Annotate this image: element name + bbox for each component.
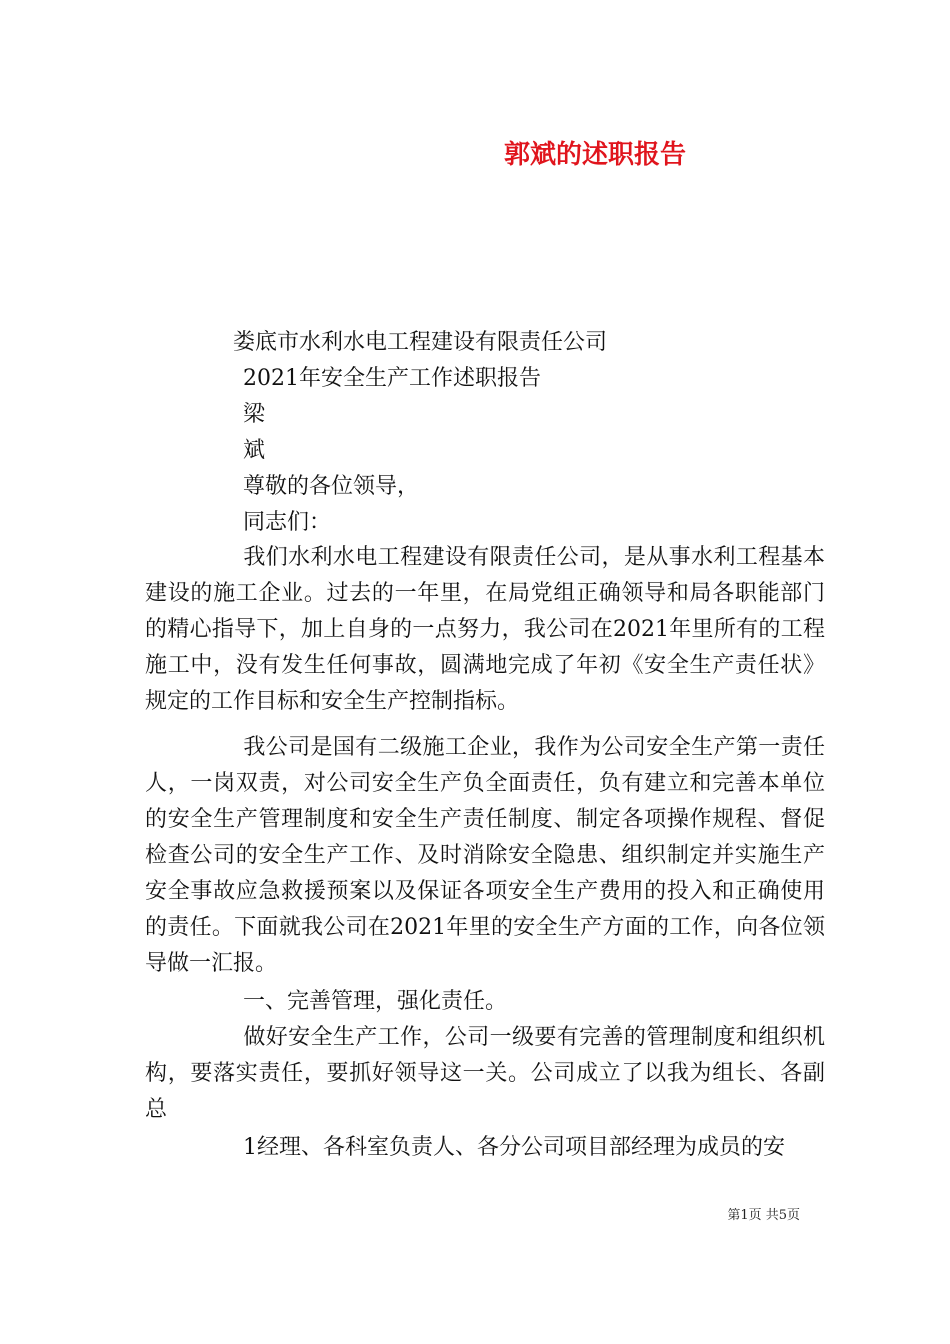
author-part2: 斌 bbox=[243, 438, 266, 463]
salutation-leaders: 尊敬的各位领导， bbox=[243, 474, 420, 499]
paragraph-intro bbox=[145, 540, 825, 720]
page-number: 第1页 共5页 bbox=[727, 1208, 800, 1223]
paragraph-responsibility bbox=[145, 730, 825, 982]
paragraph-text: 1经理、各科室负责人、各分公司项目部经理为成员的安 bbox=[243, 1135, 785, 1160]
paragraph-management bbox=[145, 1020, 825, 1128]
section-heading-text: 一、完善管理，强化责任。 bbox=[243, 989, 508, 1014]
document-title: 郭斌的述职报告 bbox=[503, 140, 686, 170]
paragraph-text: 我公司是国有二级施工企业，我作为公司安全生产第一责任人，一岗双责，对公司安全生产负全面责任，负有建立和完善本单位的安全生产管理制度和安全生产责任制度、制定各项操作规程、督促检查公司的安全生产工作、及时消除安全隐患、组织制定并实施生产安全事故应急救援预案以及保证各项安全生产费用的投入和正确使用的责任。下面就我公司在2021年里的安全生产方面的工作，向各位领导做一汇报。 bbox=[145, 735, 825, 976]
section-heading bbox=[145, 984, 825, 1020]
paragraph-continued bbox=[145, 1130, 825, 1166]
paragraph-text: 做好安全生产工作，公司一级要有完善的管理制度和组织机构，要落实责任，要抓好领导这一关。公司成立了以我为组长、各副总 bbox=[145, 1025, 825, 1122]
paragraph-text: 我们水利水电工程建设有限责任公司，是从事水利工程基本建设的施工企业。过去的一年里，在局党组正确领导和局各职能部门的精心指导下，加上自身的一点努力，我公司在2021年里所有的工程施工中，没有发生任何事故，圆满地完成了年初《安全生产责任状》规定的工作目标和安全生产控制指标。 bbox=[145, 545, 825, 714]
company-name: 娄底市水利水电工程建设有限责任公司 bbox=[233, 330, 608, 355]
report-name: 2021年安全生产工作述职报告 bbox=[243, 366, 541, 391]
author-part1: 梁 bbox=[243, 402, 266, 427]
salutation-comrades: 同志们： bbox=[243, 510, 332, 535]
